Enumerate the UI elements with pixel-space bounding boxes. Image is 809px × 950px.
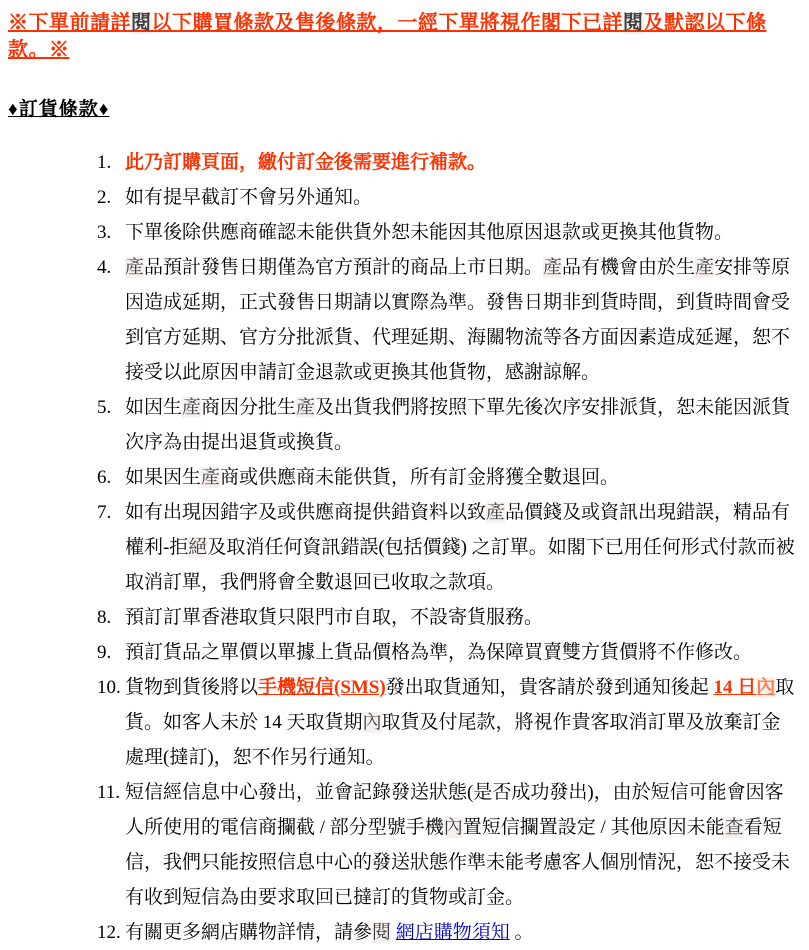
text-run: 預訂訂單香港取貨只限門市自取，不設寄貨服務。 bbox=[125, 607, 544, 628]
text-run: 如果因生 bbox=[125, 467, 202, 488]
text-run: 產 bbox=[296, 397, 316, 418]
term-item bbox=[97, 495, 795, 600]
text-run: 產 bbox=[201, 467, 221, 488]
text-run: 商因分批生 bbox=[201, 397, 297, 418]
text-run: 內 bbox=[443, 817, 463, 838]
text-run: 取貨。如客人未於 14 天取貨期 bbox=[125, 677, 795, 733]
text-run: 閱 bbox=[623, 12, 644, 34]
text-run: 品有機會由於生 bbox=[562, 257, 696, 278]
text-run: 以下購買條款及售後條款，一經下單將視作閣下已詳 bbox=[151, 12, 623, 34]
text-run: 置短信攔置設定 / 其他原因未能 bbox=[462, 817, 725, 838]
text-run: 手機短信(SMS) bbox=[258, 677, 386, 698]
term-item bbox=[97, 635, 795, 670]
text-run: 產 bbox=[486, 502, 506, 523]
item-number: 1. bbox=[97, 152, 112, 173]
term-item bbox=[97, 215, 795, 250]
item-text bbox=[125, 180, 795, 215]
text-run: 取貨及付尾款，將視作貴客取消訂單及放棄訂金處理(撻訂)，恕不作另行通知。 bbox=[125, 712, 781, 768]
text-run: 查 bbox=[724, 817, 744, 838]
item-number: 6. bbox=[97, 467, 112, 488]
item-number: 12. bbox=[97, 922, 121, 943]
text-run: 14 日 bbox=[713, 677, 757, 698]
term-item bbox=[97, 915, 795, 950]
item-text bbox=[125, 250, 795, 390]
notice-banner bbox=[8, 10, 801, 64]
text-run: 內 bbox=[756, 677, 776, 698]
section-title-row bbox=[8, 94, 801, 121]
term-item bbox=[97, 600, 795, 635]
item-text bbox=[125, 215, 795, 250]
item-number: 8. bbox=[97, 607, 112, 628]
item-number: 7. bbox=[97, 502, 112, 523]
text-run: 此乃訂購頁面，繳付訂金後需要進行補款。 bbox=[125, 152, 487, 173]
text-run: 產 bbox=[543, 257, 563, 278]
notice-text bbox=[8, 12, 767, 61]
text-run: 產 bbox=[182, 397, 202, 418]
text-run: 及取消任何資訊錯誤(包括價錢) 之訂單。如閣下已用任何形式付款而被取消訂單，我們將會全數退回已收取之款項。 bbox=[125, 537, 795, 593]
text-run: 絕 bbox=[188, 537, 208, 558]
item-text bbox=[125, 390, 795, 460]
text-run: 閱 bbox=[131, 12, 152, 34]
text-run: 品價錢及或資訊出現錯誤，精品有權利-拒 bbox=[125, 502, 791, 558]
term-item bbox=[97, 180, 795, 215]
item-number: 9. bbox=[97, 642, 112, 663]
text-run: 。 bbox=[509, 922, 534, 943]
terms-list bbox=[97, 145, 795, 950]
item-number: 10. bbox=[97, 677, 121, 698]
text-run: 產 bbox=[125, 257, 145, 278]
text-run: 下單後除供應商確認未能供貨外恕未能因其他原因退款或更換其他貨物。 bbox=[125, 222, 734, 243]
text-run: 發出取貨通知，貴客請於發到通知後起 bbox=[385, 677, 714, 698]
term-item bbox=[97, 145, 795, 180]
item-text bbox=[125, 145, 795, 180]
item-text bbox=[125, 600, 795, 635]
item-number: 3. bbox=[97, 222, 112, 243]
item-text bbox=[125, 775, 795, 915]
text-run: 產 bbox=[695, 257, 715, 278]
text-run: 內 bbox=[362, 712, 382, 733]
item-text bbox=[125, 460, 795, 495]
section-title: ♦訂貨條款♦ bbox=[8, 99, 110, 120]
item-number: 4. bbox=[97, 257, 112, 278]
text-run: 安排等原因造成延期，正式發售日期請以實際為準。發售日期非到貨時間，到貨時間會受到官方延期、官方分批派貨、代理延期、海關物流等各方面因素造成延遲，恕不接受以此原因申請訂金退款或更換其他貨物，感謝諒解。 bbox=[125, 257, 791, 383]
item-number: 5. bbox=[97, 397, 112, 418]
text-run: 如有出現因錯字及或供應商提供錯資料以致 bbox=[125, 502, 487, 523]
text-run: 及默認以下條款。※ bbox=[8, 12, 767, 61]
item-number: 2. bbox=[97, 187, 112, 208]
item-number: 11. bbox=[97, 782, 121, 803]
text-run: 商或供應商未能供貨，所有訂金將獲全數退回。 bbox=[220, 467, 620, 488]
text-run: 預訂貨品之單價以單據上貨品價格為準，為保障買賣雙方貨價將不作修改。 bbox=[125, 642, 753, 663]
text-run: 如因生 bbox=[125, 397, 183, 418]
term-item bbox=[97, 775, 795, 915]
text-run: 短信經信息中心發出，並會記錄發送狀態(是否成功發出)，由於短信可能會因客人所使用的電信商攔截 / 部分型號手機 bbox=[125, 782, 784, 838]
term-item bbox=[97, 670, 795, 775]
term-item bbox=[97, 250, 795, 390]
text-run: 貨物到貨後將以 bbox=[125, 677, 259, 698]
item-text bbox=[125, 915, 795, 950]
text-run: 有關更多網店購物詳情，請參 bbox=[125, 922, 373, 943]
shop-guide-link[interactable]: 網店購物須知 bbox=[395, 922, 510, 943]
term-item bbox=[97, 460, 795, 495]
text-run: 看短信，我們只能按照信息中心的發送狀態作準未能考慮客人個別情況，恕不接受未有收到短信為由要求取回已撻訂的貨物或訂金。 bbox=[125, 817, 791, 908]
item-text bbox=[125, 495, 795, 600]
text-run: 及出貨我們將按照下單先後次序安排派貨，恕未能因派貨次序為由提出退貨或換貨。 bbox=[125, 397, 791, 453]
text-run: 閱 bbox=[372, 922, 392, 943]
term-item bbox=[97, 390, 795, 460]
text-run: ※下單前請詳 bbox=[8, 12, 131, 34]
text-run: 品預計發售日期僅為官方預計的商品上市日期。 bbox=[144, 257, 544, 278]
item-text bbox=[125, 635, 795, 670]
item-text bbox=[125, 670, 795, 775]
text-run: 如有提早截訂不會另外通知。 bbox=[125, 187, 373, 208]
